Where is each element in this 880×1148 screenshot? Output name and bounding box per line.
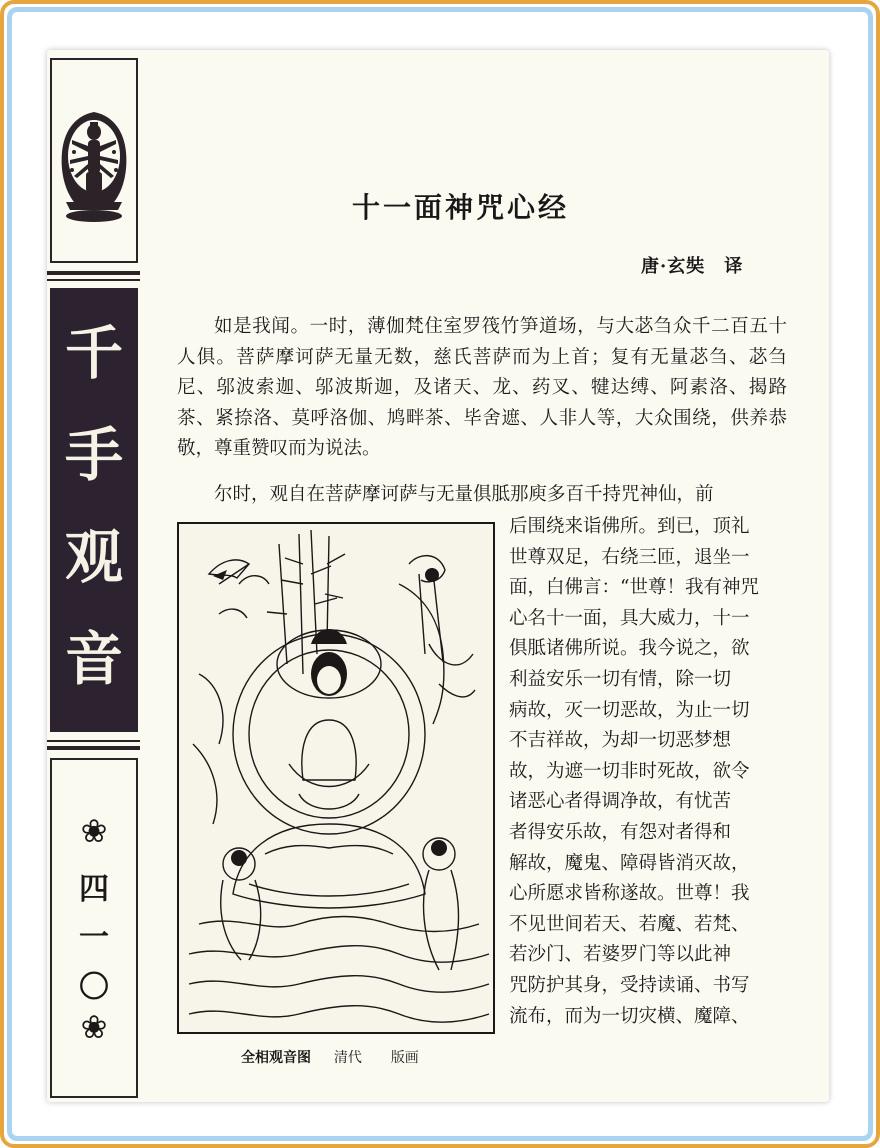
book-page xyxy=(47,50,829,1102)
page-number-char: 一 xyxy=(79,920,109,955)
illustration-caption xyxy=(241,1047,419,1067)
guanyin-woodblock-print-icon xyxy=(179,524,493,1032)
caption-era: 清代 xyxy=(333,1050,362,1066)
sidebar-book-title xyxy=(50,288,138,732)
body-paragraph: 如是我闻。一时，薄伽梵住室罗筏竹笋道场，与大苾刍众千二百五十人俱。菩萨摩诃萨无量无数，慈氏菩萨而为上首；复有无量苾刍、苾刍尼、邬波索迦、邬波斯迦，及诸天、龙、药叉、犍达缚、阿素洛、揭路茶、紧捺洛、莫呼洛伽、鸠畔茶、毕舍遮、人非人等，大众围绕，供养恭敬，尊重赞叹而为说法。 xyxy=(177,316,787,459)
book-title-char: 千 xyxy=(64,319,123,387)
flower-ornament-icon: ❀ xyxy=(80,1008,108,1046)
body-column-line: 面，白佛言：“世尊！我有神咒 xyxy=(509,577,759,599)
sutra-title: 十一面神咒心经 xyxy=(352,191,570,224)
body-column-line: 利益安乐一切有情，除一切 xyxy=(509,669,732,690)
body-column-line: 世尊双足，右绕三匝，退坐一 xyxy=(509,546,750,568)
sidebar-rule xyxy=(47,271,140,275)
body-paragraph-line: 尔时，观自在菩萨摩诃萨与无量俱胝那庾多百千持咒神仙，前 xyxy=(214,484,714,505)
guanyin-woodblock-illustration xyxy=(177,522,495,1034)
caption-medium: 版画 xyxy=(390,1050,419,1066)
body-column-line: 咒防护其身，受持读诵、书写 xyxy=(509,975,750,996)
body-column-line: 诸恶心者得调净故，有忧苦 xyxy=(509,791,732,813)
page-number-char: 四 xyxy=(79,872,109,907)
body-column-line: 流布，而为一切灾横、魔障、 xyxy=(509,1005,750,1027)
translator-credit: 唐·玄奘 译 xyxy=(641,256,744,277)
body-column-line: 病故，灭一切恶故，为止一切 xyxy=(509,699,750,721)
body-column-line: 若沙门、若婆罗门等以此神 xyxy=(509,944,732,966)
book-title-char: 观 xyxy=(64,523,123,591)
body-column-line: 心所愿求皆称遂故。世尊！我 xyxy=(509,883,750,905)
body-column-line: 俱胝诸佛所说。我今说之，欲 xyxy=(509,638,750,660)
sidebar xyxy=(47,50,140,1102)
body-column-line: 解故，魔鬼、障碍皆消灭故， xyxy=(509,852,750,874)
flower-ornament-icon: ❀ xyxy=(80,812,108,850)
page-number-char: 〇 xyxy=(79,970,109,1005)
sidebar-rule xyxy=(47,279,140,281)
sidebar-rule xyxy=(47,740,140,742)
body-column-line: 不吉祥故，为却一切恶梦想 xyxy=(509,730,732,752)
sidebar-emblem-box xyxy=(50,58,138,263)
sidebar-rule xyxy=(47,746,140,750)
body-column-line: 不见世间若天、若魔、若梵、 xyxy=(509,913,750,935)
body-column-line: 心名十一面，具大威力，十一 xyxy=(509,607,750,629)
book-title-char: 手 xyxy=(64,421,123,489)
body-column-line: 故，为遮一切非时死故，欲令 xyxy=(509,760,750,782)
sidebar-page-number-box xyxy=(50,758,138,1098)
body-column-line: 者得安乐故，有怨对者得和 xyxy=(509,822,732,843)
book-title-char: 音 xyxy=(64,625,123,693)
guanyin-statue-icon xyxy=(52,60,136,260)
body-column-line: 后围绕来诣佛所。到已，顶礼 xyxy=(509,516,750,537)
caption-title: 全相观音图 xyxy=(241,1050,311,1066)
